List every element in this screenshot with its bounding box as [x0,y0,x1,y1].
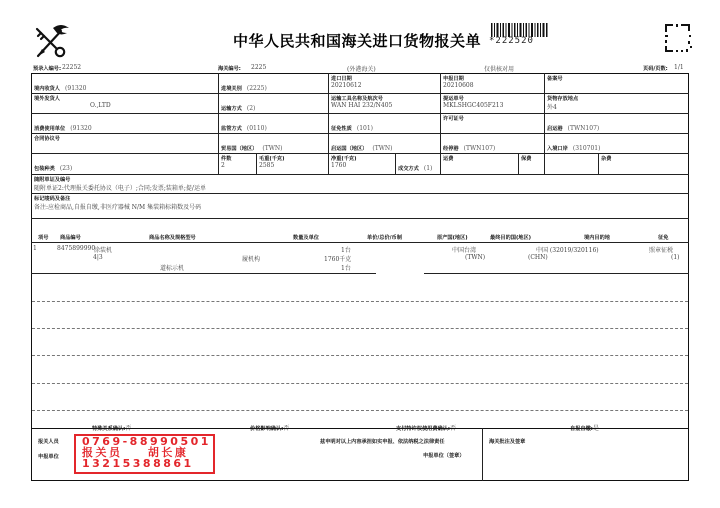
col-dest-country: 最终目的国(地区) [490,235,532,241]
field-departure-port: 启运港 (TWN107) [547,125,600,132]
col-item-no: 项号 [38,235,49,241]
page-title: 中华人民共和国海关进口货物报关单 [233,32,482,50]
customs-no-label: 海关编号: [218,66,241,72]
field-record-no: 备案号 [547,76,563,82]
field-transit-port: 经停港 (TWN107) [443,145,496,152]
declarant-stamp [74,434,215,474]
customs-no: 2225 [251,64,267,71]
declaring-unit-label: 申报单位 [38,454,59,460]
field-storage-place: 货物存放地点 外4 [547,96,579,111]
goods-spec-1: 4|3 [93,254,103,261]
field-transport-mode: 运输方式 (2) [221,105,256,112]
field-package-type: 包装种类 (23) [34,165,73,172]
field-transport-name: 运输工具名称及航次号 WAN HAI 232/N405 [331,96,393,109]
stamp-declarant: 报关员 胡长康 [82,446,189,459]
levy-code: (1) [671,254,680,261]
field-trade-country: 贸易国（地区） (TWN) [221,145,283,152]
field-gross-weight: 毛重(千克) 2585 [259,156,285,169]
pre-entry-no: 22252 [62,64,82,71]
goods-spec-2: 道标示机 [160,265,185,272]
page-label: 页码/页数: [643,66,668,72]
field-levy-nature: 征免性质 (101) [331,125,373,132]
levy: 照章征税 [649,247,674,254]
verification-note: 仅供核对用 [484,66,515,73]
field-misc-fee: 杂费 [601,156,612,162]
origin-code: (TWN) [465,254,486,261]
qr-code-icon [663,22,693,54]
col-price: 单价/总价/币制 [367,235,402,241]
stamp-phone: 0769-88990501 [82,435,211,448]
barcode-icon [491,22,549,36]
dest-country: 中国 (32019/320116) [536,247,599,254]
field-bill-no: 提运单号 MKLSHGC405F213 [443,96,504,109]
field-consumer-unit: 消费使用单位 (91320 [34,125,92,132]
field-freight: 运费 [443,156,454,162]
stamp-mobile: 13215388861 [82,457,194,470]
field-declare-date: 申报日期 20210608 [443,76,474,89]
col-hs-code: 商品编号 [60,235,81,241]
field-overseas-shipper: 境外发货人 O.,LTD [34,96,111,109]
field-insurance: 保费 [521,156,532,162]
special-relation-confirm: 特殊关系确认:否 [92,425,132,432]
field-domestic-consignee: 境内收货人 (91320 [34,85,87,92]
field-net-weight: 净重(千克) 1760 [331,156,357,169]
seal-label: 申报单位（签章） [423,453,465,459]
pre-entry-label: 预录入编号: [33,66,62,72]
field-contract-no: 合同协议号 [34,136,60,142]
item-no: 1 [33,245,37,252]
field-entry-port: 入境口岸 (310701) [547,145,601,152]
legal-statement: 兹申明对以上内容承担如实申报、依法纳税之法律责任 [320,439,445,445]
customs-approval-label: 海关批注及签章 [489,439,526,445]
field-pieces: 件数 2 [221,156,232,169]
qty-3: 1台 [341,265,351,272]
customs-name: (外港海关) [347,66,376,73]
hs-code: 8475899990 [57,245,96,252]
page-value: 1/1 [674,64,684,71]
field-import-date: 进口日期 20210612 [331,76,362,89]
field-transaction-mode: 成交方式 (1) [398,165,433,172]
field-remarks: 标记唛码及备注 备注:应检商品,自报自缴,非医疗器械 N/M 集装箱标箱数及号码 [34,196,202,211]
field-entry-customs: 进境关别 (2225) [221,85,267,92]
goods-spec-mid: 履机构 [242,256,261,263]
field-documents: 随附单证及编号 随附单证2:代理报关委托协议（电子）;合同;发票;装箱单;提/运单 [34,177,206,192]
self-report-confirm: 自报自缴:是 [570,425,599,432]
dest-country-code: (CHN) [528,254,548,261]
col-dest-domestic: 境内目的地 [584,235,610,241]
price-impact-confirm: 价格影响确认:否 [250,425,290,432]
origin: 中国台湾 [452,247,477,254]
customs-emblem-icon [33,22,71,58]
field-license-no: 许可证号 [443,116,464,122]
col-levy: 征免 [658,235,669,241]
qty-1: 1台 [341,247,351,254]
field-supervision-mode: 监管方式 (0110) [221,125,267,132]
col-quantity: 数量及单位 [293,235,319,241]
goods-name: 涂装机 [94,247,113,254]
field-departure-country: 启运国（地区） (TWN) [331,145,393,152]
barcode-number: *222520 [489,36,534,46]
col-origin: 原产国(地区) [437,235,468,241]
declarant-label: 报关人员 [38,439,59,445]
col-name-spec: 商品名称及规格型号 [149,235,196,241]
royalty-confirm: 支付特许权使用费确认:否 [396,425,456,432]
qty-2: 1760千克 [324,256,352,263]
